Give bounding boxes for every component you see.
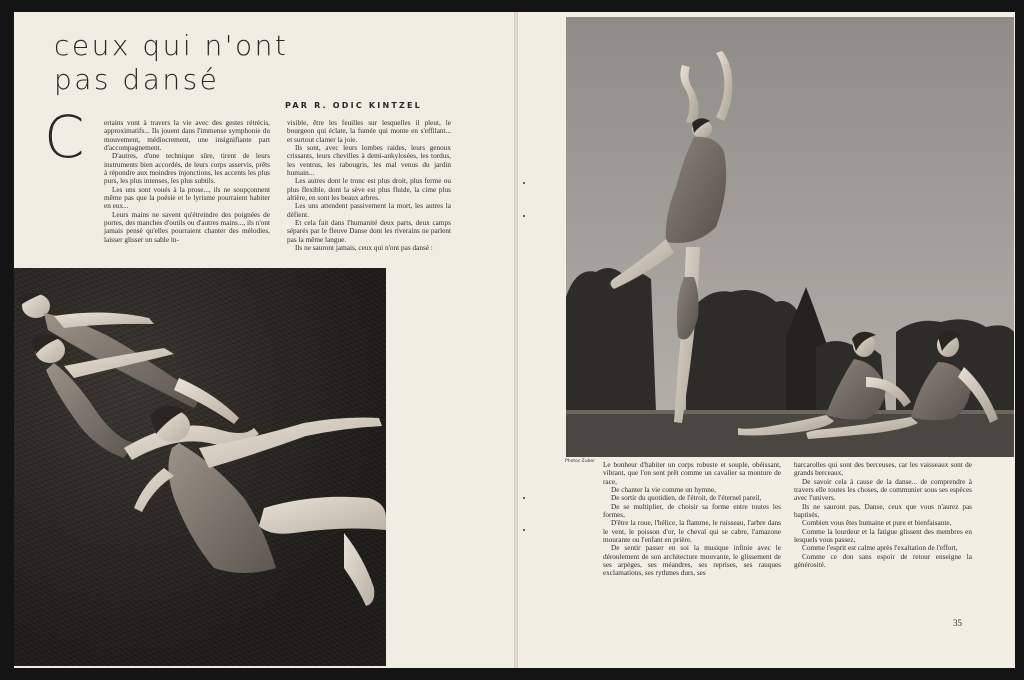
paragraph: visible, être les feuilles sur lesquelles il pleut, le bourgeon qui éclate, la fumée qui monte en s'effilant... et surtout clamer la joie. — [287, 119, 451, 144]
paragraph: De sentir passer en soi la musique infinie avec le déroulement de son architecture mouvante, le glissement de ses arpèges, ses méandres, ses reprises, ses rauques exclamations, ses rythmes durs, ses — [603, 544, 781, 578]
binding-hole — [523, 215, 525, 217]
paragraph: Combien vous êtes humaine et pure et bienfaisante, — [802, 519, 952, 528]
title-line-2: pas dansé — [54, 63, 220, 96]
paragraph: Leurs mains ne savent qu'étreindre des poignées de portes, des manches d'outils ou d'autres mains..., ils n'ont jamais pensé qu'elles pourraient chanter des mélodies, laisser glisser un sable in- — [104, 210, 270, 244]
paragraph: Comme ce don sans espoir de retour enseigne la générosité. — [794, 552, 972, 570]
garden-dance-illustration — [566, 17, 1014, 457]
paragraph: Les uns sont voués à la prose..., ils ne soupçonnent même pas que la poésie et le lyrisme pourraient habiter en eux... — [104, 185, 270, 211]
page-gutter — [514, 12, 518, 668]
photo-credit: Photos Zuber — [565, 459, 596, 464]
paragraph: Le bonheur d'habiter un corps robuste et souple, obéissant, vibrant, que l'on sent prêt comme un cavalier sa monture de race, — [603, 461, 781, 486]
author-byline: PAR R. ODIC KINTZEL — [285, 101, 422, 110]
right-text-column-1 — [603, 461, 781, 578]
paragraph: De savoir cela à cause de la danse... de comprendre à travers elle toutes les choses, de communier sous ses espèces avec l'univers. — [794, 477, 972, 503]
paragraph: Comme l'esprit est calme après l'exaltation de l'effort, — [802, 544, 958, 553]
paragraph: De se multiplier, de choisir sa forme entre toutes les formes, — [603, 502, 781, 520]
dancer-3 — [134, 406, 386, 606]
article-title — [54, 29, 288, 97]
paragraph: D'être la roue, l'hélice, la flamme, le ruisseau, l'arbre dans le vent, le poisson d'or, le cheval qui se cabre, l'amazone mourante ou l'enfant en prière. — [603, 519, 781, 545]
paragraph: Ils ne sauront jamais, ceux qui n'ont pas dansé : — [295, 244, 433, 253]
photo-leaping-dancer — [566, 17, 1014, 457]
paragraph: Et cela fait dans l'humanité deux parts, deux camps séparés par le fleuve Danse dont les riverains ne parlent pas la même langue. — [287, 219, 451, 244]
page-number: 35 — [953, 618, 962, 628]
photo-reclining-dancers — [14, 268, 386, 666]
paragraph: De chanter la vie comme un hymne, — [611, 486, 716, 495]
binding-hole — [523, 182, 525, 184]
paragraph: ertains vont à travers la vie avec des gestes rétrécis, approximatifs... Ils jouent dans l'immense symphonie du mouvement, médiocrement, une insignifiante part d'accompagnement. — [104, 119, 270, 153]
title-line-1: ceux qui n'ont — [54, 29, 289, 62]
paragraph: De sortir du quotidien, de l'étroit, de l'éternel pareil, — [611, 494, 762, 503]
reclining-dancers-illustration — [14, 268, 386, 666]
binding-hole — [523, 497, 525, 499]
left-text-column-1 — [104, 119, 270, 244]
paragraph: D'autres, d'une technique sûre, tirent de leurs instruments bien accordés, de leurs corps asservis, prêts à répondre aux moindres injonctions, les accents les plus purs, les plus intenses, les plus subtils. — [104, 152, 270, 186]
right-text-column-2 — [794, 461, 972, 569]
left-text-column-2 — [287, 119, 451, 253]
paragraph: Les autres dont le tronc est plus droit, plus ferme ou plus flexible, dont la sève est plus fluide, la cime plus altière, en sont les beaux arbres. — [287, 177, 451, 203]
dancer-2 — [32, 334, 259, 460]
paragraph: Ils ne sauront pas, Danse, ceux que vous n'aurez pas baptisés, — [794, 502, 972, 520]
paragraph: barcarolles qui sont des berceuses, car les vaisseaux sont de grands berceaux, — [794, 461, 972, 478]
drop-cap: C — [44, 103, 85, 171]
binding-hole — [523, 529, 525, 531]
paragraph: Ils sont, avec leurs lombes raides, leurs genoux crissants, leurs chevilles à demi-ankylosées, les tordus, les ventrus, les rabougris, les mal venus du jardin humain... — [287, 144, 451, 178]
paragraph: Les uns attendent passivement la mort, les autres la défient. — [287, 202, 451, 219]
paragraph: Comme la lourdeur et la fatigue glissent des membres en lesquels vous passez, — [794, 527, 972, 545]
